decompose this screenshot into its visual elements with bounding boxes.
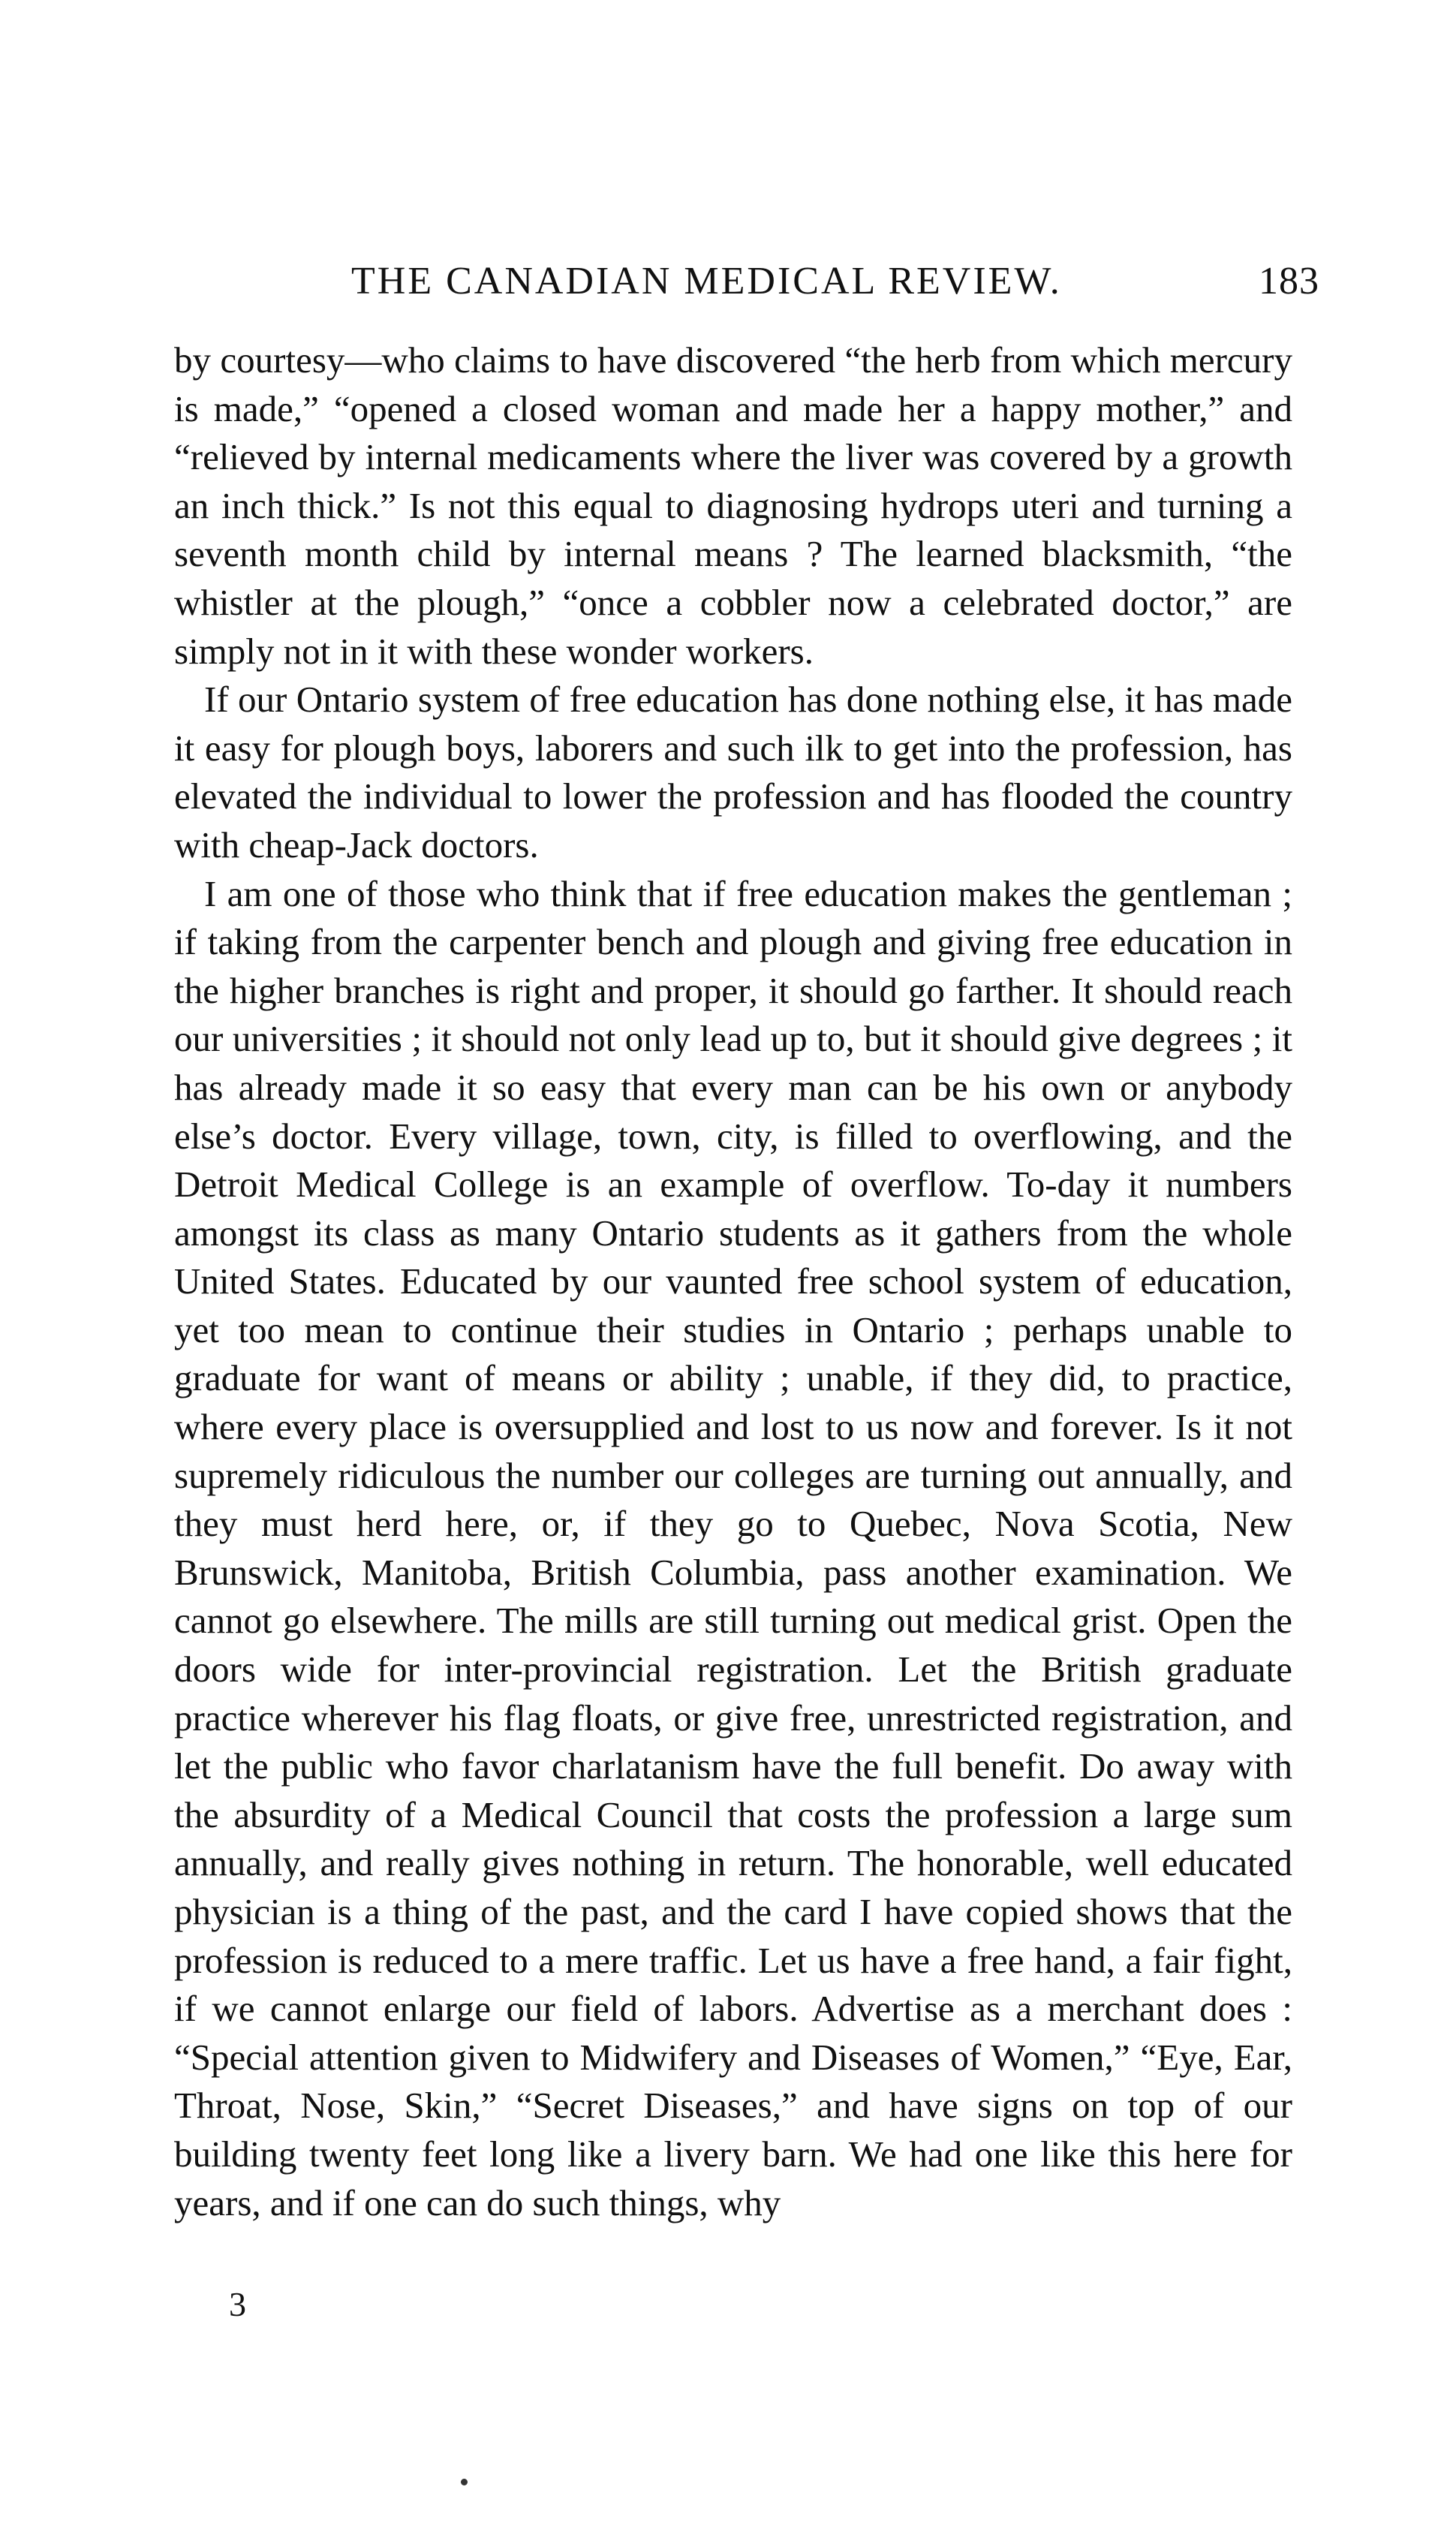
signature-mark: 3	[229, 2285, 246, 2323]
journal-title: THE CANADIAN MEDICAL REVIEW.	[351, 260, 1062, 303]
article-body	[174, 336, 1292, 2227]
paragraph: If our Ontario system of free education has done nothing else, it has made it easy for plough boys, laborers and such ilk to get into the profession, has elevated the individual to lower the profession and has flooded the country with cheap-Jack doctors.	[174, 679, 1292, 866]
running-head	[351, 255, 1319, 308]
paragraph-continued: by courtesy—who claims to have discovered “the herb from which mercury is made,” “opened a closed woman and made her a happy mother,” and “relieved by internal medicaments where the liver was covered by a growth an inch thick.” Is not this equal to diagnosing hydrops uteri and turning a seventh month child by internal means ? The learned blacksmith, “the whistler at the plough,” “once a cobbler now a celebrated doctor,” are simply not in it with these wonder workers.	[174, 339, 1292, 672]
ink-speck	[461, 2479, 468, 2485]
paragraph: I am one of those who think that if free education makes the gentleman ; if taking from the carpenter bench and plough and giving free education in the higher branches is right and proper, it should go farther. It should reach our universities ; it should not only lead up to, but it should give degrees ; it has already made it so easy that every man can be his own or anybody else’s doctor. Every village, town, city, is filled to overflowing, and the Detroit Medical College is an example of overflow. To-day it numbers amongst its class as many Ontario students as it gathers from the whole United States. Educated by our vaunted free school system of education, yet too mean to continue their studies in Ontario ; perhaps unable to graduate for want of means or ability ; unable, if they did, to practice, where every place is oversupplied and lost to us now and forever. Is it not supremely ridiculous the number our colleges are turning out annually, and they must herd here, or, if they go to Quebec, Nova Scotia, New Brunswick, Manitoba, British Columbia, pass another examination. We cannot go elsewhere. The mills are still turning out medical grist. Open the doors wide for inter-provincial registration. Let the British graduate practice wherever his flag floats, or give free, unrestricted registration, and let the public who favor charlatanism have the full benefit. Do away with the absurdity of a Medical Council that costs the profession a large sum annually, and really gives nothing in return. The honorable, well educated physician is a thing of the past, and the card I have copied shows that the profession is reduced to a mere traffic. Let us have a free hand, a fair fight, if we cannot enlarge our field of labors. Advertise as a merchant does : “Special attention given to Midwifery and Diseases of Women,” “Eye, Ear, Throat, Nose, Skin,” “Secret Diseases,” and have signs on top of our building twenty feet long like a livery barn. We had one like this here for years, and if one can do such things, why	[174, 872, 1292, 2223]
page-number: 183	[1259, 260, 1319, 303]
